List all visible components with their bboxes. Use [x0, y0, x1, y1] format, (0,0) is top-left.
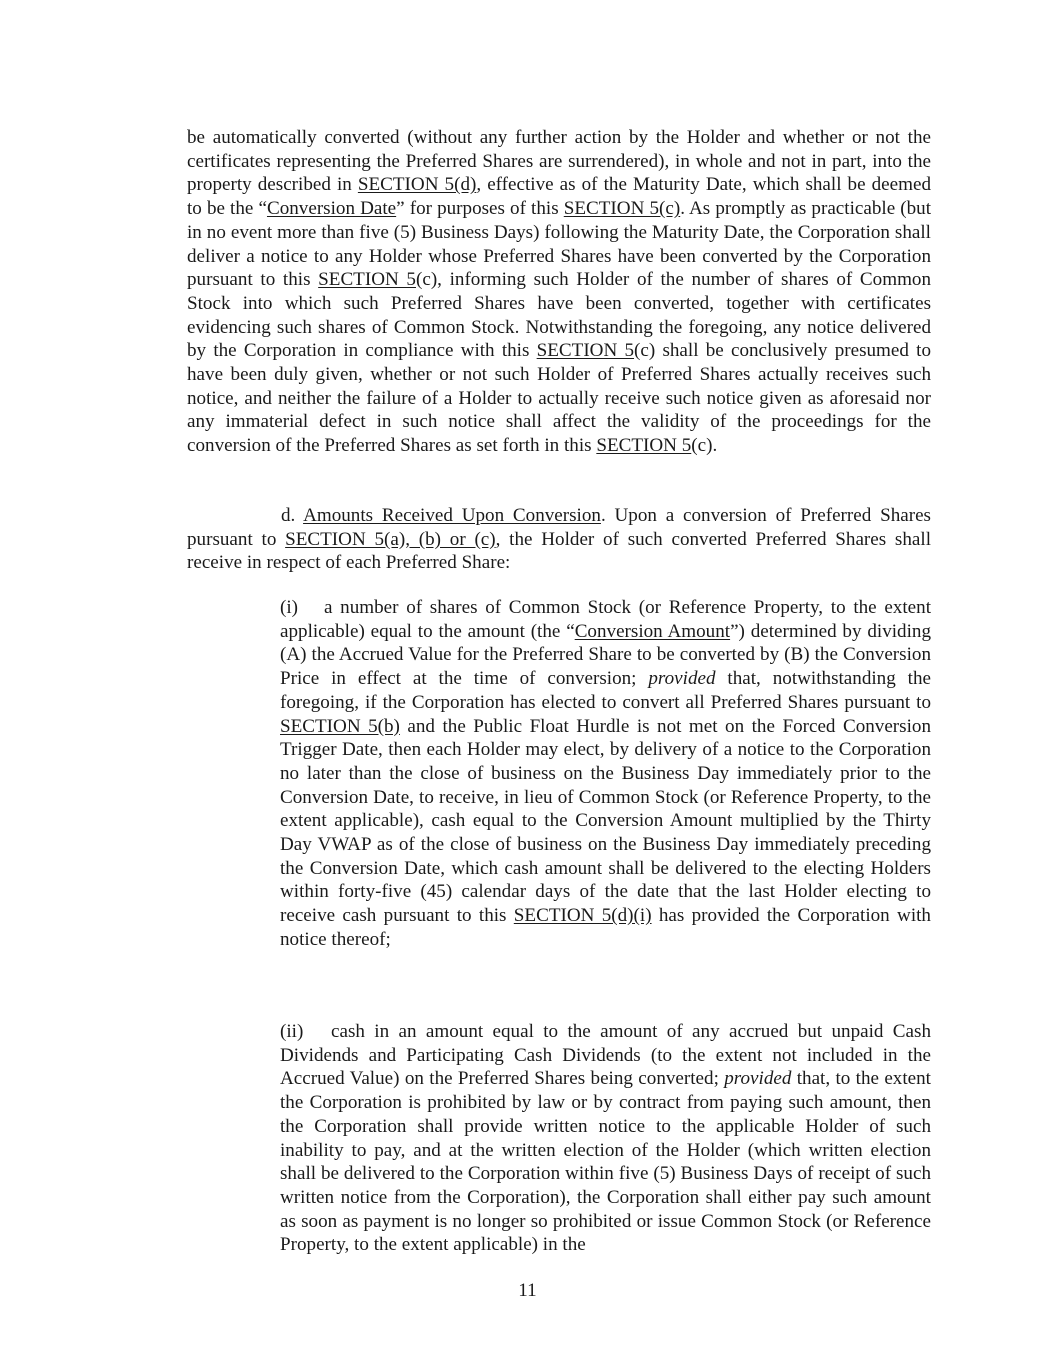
- section-reference: SECTION 5(d): [357, 174, 477, 196]
- text-run: , the Holder of such converted Preferred Shares shall receive in respect of each Preferred Share:: [187, 528, 931, 574]
- defined-term: Conversion Date: [266, 198, 397, 220]
- list-item-ii: [280, 1020, 931, 1257]
- italic-term: provided: [724, 1068, 792, 1090]
- text-run: , effective as of the Maturity Date, which shall be deemed to be the “: [187, 174, 932, 220]
- text-run: . Upon a conversion of Preferred Shares pursuant to: [187, 505, 931, 550]
- paragraph-conversion-continued: [187, 126, 931, 458]
- defined-term: Conversion Amount: [574, 620, 731, 642]
- text-run: be automatically converted (without any further action by the Holder and whether or not the certificates representing the Preferred Shares are surrendered), in whole and not in part, into the property described in: [187, 127, 931, 196]
- text-run: that, to the extent the Corporation is prohibited by law or by contract from paying such amount, then the Corporation shall provide written notice to the applicable Holder of such inability to pay, and at the written election of the Holder (which written election shall be delivered to the Corporation within five (5) Business Days of receipt of such written notice from the Corporation), the Corporation shall either pay such amount as soon as payment is no longer so prohibited or issue Common Stock (or Reference Property, to the extent applicable) in the: [280, 1068, 931, 1256]
- paragraph-section-d: [187, 504, 931, 575]
- text-run: ” for purposes of this: [396, 198, 564, 220]
- text-run: and the Public Float Hurdle is not met on the Forced Conversion Trigger Date, then each Holder may elect, by delivery of a notice to the Corporation no later than the close of business on the Business Day immediately prior to the Conversion Date, to receive, in lieu of Common Stock (or Reference Property, to the extent applicable), cash equal to the Conversion Amount multiplied by the Thirty Day VWAP as of the close of business on the Business Day immediately preceding the Conversion Date, which cash amount shall be delivered to the electing Holders within forty-five (45) calendar days of the date that the last Holder electing to receive cash pursuant to this: [280, 715, 931, 927]
- text-run: cash in an amount equal to the amount of any accrued but unpaid Cash Dividends and Participating Cash Dividends (to the extent not included in the Accrued Value) on the Preferred Shares being converted;: [280, 1021, 931, 1090]
- section-label: d.: [281, 505, 304, 526]
- section-reference: SECTION 5(c): [563, 198, 681, 220]
- list-item-i: [280, 596, 931, 952]
- text-run: ”) determined by dividing (A) the Accrued Value for the Preferred Share to be converted by (B) the Conversion Price in effect at the time of conversion;: [280, 620, 931, 690]
- italic-term: provided: [648, 668, 716, 690]
- item-marker: (i): [280, 597, 299, 618]
- text-run: (c).: [691, 435, 718, 457]
- text-run: that, notwithstanding the foregoing, if the Corporation has elected to convert all Preferred Shares pursuant to: [280, 668, 931, 713]
- section-reference: SECTION 5(d)(i): [513, 905, 652, 927]
- page-number: 11: [518, 1280, 537, 1301]
- text-run: has provided the Corporation with notice thereof;: [280, 905, 931, 950]
- section-reference: SECTION 5(b): [280, 715, 400, 737]
- section-reference: SECTION 5(a), (b) or (c): [285, 528, 496, 550]
- item-marker: (ii): [280, 1021, 304, 1042]
- section-reference: SECTION 5: [536, 340, 635, 362]
- section-heading: Amounts Received Upon Conversion: [303, 505, 601, 526]
- text-run: a number of shares of Common Stock (or Reference Property, to the extent applicable) equal to the amount (the “: [280, 597, 931, 642]
- text-run: . As promptly as practicable (but in no event more than five (5) Business Days) following the Maturity Date, the Corporation shall deliver a notice to any Holder whose Preferred Shares have been converted by the Corporation pursuant to this: [187, 198, 932, 291]
- section-reference: SECTION 5: [596, 435, 692, 457]
- text-run: (c), informing such Holder of the number of shares of Common Stock into which such Preferred Shares have been converted, together with certificates evidencing such shares of Common Stock. Notwithstanding the foregoing, any notice delivered by the Corporation in compliance with this: [187, 269, 932, 362]
- section-reference: SECTION 5: [318, 269, 416, 291]
- text-run: (c) shall be conclusively presumed to have been duly given, whether or not such Holder of Preferred Shares actually receives such notice, and neither the failure of a Holder to actually receive such notice given as aforesaid nor any immaterial defect in such notice shall affect the validity of the proceedings for the conversion of the Preferred Shares as set forth in this: [187, 340, 932, 457]
